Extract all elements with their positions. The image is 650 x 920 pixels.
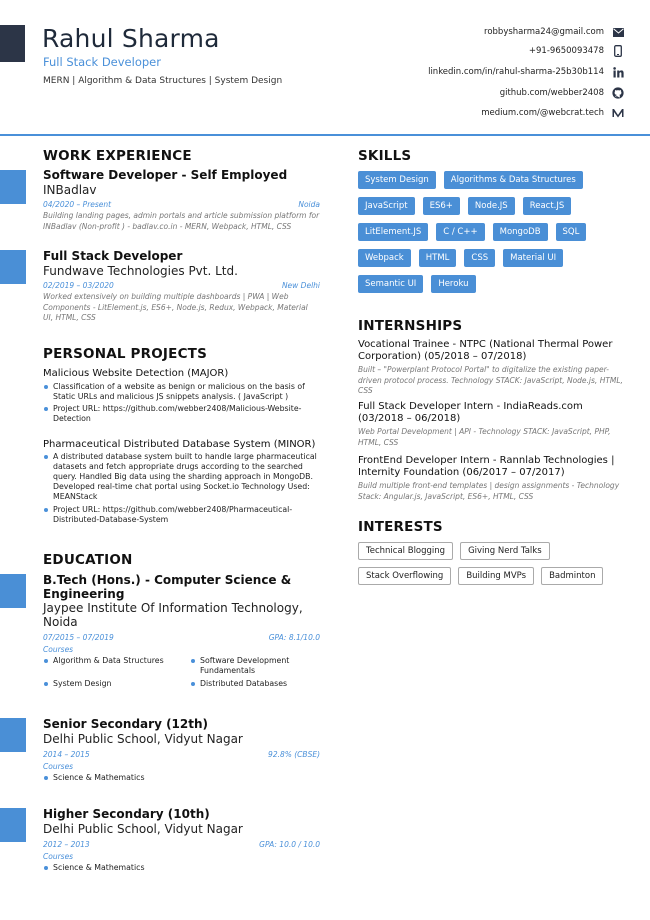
contact-phone[interactable] — [529, 43, 624, 59]
contact-email[interactable] — [484, 24, 624, 40]
education-grade: GPA: 8.1/10.0 — [268, 633, 320, 642]
work-marker-1 — [0, 170, 26, 204]
job-description: Building landing pages, admin portals and article submission platform for INBadlav (Non-profit ) - badlav.co.in - MERN, Webpack, HTML, CSS — [43, 211, 320, 231]
contact-linkedin[interactable] — [428, 64, 624, 80]
courses-label: Courses — [43, 645, 74, 654]
internship-description: Build multiple front-end templates | design assignments - Technology Stack: Angular.js, JavaScript, ES6+, HTML, CSS — [358, 481, 620, 501]
internship-title: Full Stack Developer Intern - IndiaReads.com (03/2018 – 06/2018) — [358, 401, 583, 424]
internship-title: FrontEnd Developer Intern - Rannlab Technologies | Internity Foundation (06/2017 – 07/2017) — [358, 455, 615, 478]
candidate-name: Rahul Sharma — [42, 24, 220, 53]
work-heading: WORK EXPERIENCE — [43, 148, 192, 164]
skills-heading: SKILLS — [358, 148, 412, 164]
contact-phone-text[interactable]: +91-9650093478 — [528, 46, 604, 56]
education-marker-3 — [0, 808, 26, 842]
job-location: New Delhi — [281, 281, 320, 290]
candidate-tagline: MERN | Algorithm & Data Structures | System Design — [43, 76, 283, 86]
candidate-role: Full Stack Developer — [43, 55, 161, 69]
course-item: Science & Mathematics — [43, 863, 320, 873]
school-name: Delhi Public School, Vidyut Nagar — [43, 822, 243, 836]
job-title: Software Developer - Self Employed — [43, 168, 288, 182]
interest-tag: Technical Blogging — [358, 542, 453, 560]
internship-title: Vocational Trainee - NTPC (National Thermal Power Corporation) (05/2018 – 07/2018) — [358, 339, 613, 362]
education-item-2 — [43, 717, 320, 783]
skill-tag: Material UI — [503, 249, 563, 267]
course-item: Algorithm & Data Structures — [43, 656, 190, 666]
education-grade: 92.8% (CBSE) — [268, 750, 320, 759]
skill-tag: SQL — [556, 223, 587, 241]
medium-icon — [612, 107, 624, 119]
interest-tag: Giving Nerd Talks — [460, 542, 550, 560]
skill-tag: System Design — [358, 171, 436, 189]
work-item-1 — [43, 168, 320, 232]
degree-title: Senior Secondary (12th) — [43, 717, 209, 731]
education-dates: 2012 – 2013 — [43, 840, 90, 849]
work-marker-2 — [0, 250, 26, 284]
degree-title: B.Tech (Hons.) - Computer Science & Engineering — [43, 573, 292, 601]
school-name: Jaypee Institute Of Information Technology, Noida — [43, 601, 303, 629]
job-company: INBadlav — [43, 183, 97, 197]
internships-heading: INTERNSHIPS — [358, 318, 463, 334]
skill-tag: CSS — [464, 249, 495, 267]
skill-tag: HTML — [419, 249, 457, 267]
project-url[interactable]: Project URL: https://github.com/webber2408/Malicious-Website-Detection — [43, 404, 320, 424]
education-item-1 — [43, 573, 320, 689]
skills-list — [358, 171, 628, 293]
interests-list — [358, 542, 628, 585]
skill-tag: LitElement.JS — [358, 223, 428, 241]
skill-tag: Algorithms & Data Structures — [444, 171, 583, 189]
courses-label: Courses — [43, 762, 74, 771]
internship-item-3 — [358, 455, 628, 502]
project-item-2 — [43, 439, 320, 525]
skill-tag: Heroku — [431, 275, 475, 293]
project-item-1 — [43, 368, 320, 424]
contact-medium-text[interactable]: medium.com/@webcrat.tech — [481, 108, 604, 118]
course-item: Software Development Fundamentals — [190, 656, 318, 676]
skill-tag: Webpack — [358, 249, 411, 267]
internship-item-1 — [358, 339, 628, 397]
header-divider — [0, 134, 650, 136]
contact-github-text[interactable]: github.com/webber2408 — [499, 88, 604, 98]
internship-item-2 — [358, 401, 628, 448]
interests-heading: INTERESTS — [358, 519, 443, 535]
education-marker-2 — [0, 718, 26, 752]
project-bullet: Classification of a website as benign or malicious on the basis of Static URLs and malicious JS snippets analysis. ( JavaScript ) — [43, 382, 320, 402]
education-dates: 07/2015 – 07/2019 — [43, 633, 114, 642]
education-item-3 — [43, 807, 320, 873]
project-bullet: A distributed database system built to handle large pharmaceutical datasets and fetch appropriate drugs according to the searched query. Handled Big data using the sharding approach in MongoDB. Developed real-time chat portal using Socket.io Technology Used: MEANStack — [43, 452, 320, 502]
job-title: Full Stack Developer — [43, 249, 183, 263]
github-icon — [612, 87, 624, 99]
job-dates: 02/2019 – 03/2020 — [43, 281, 114, 290]
skill-tag: Semantic UI — [358, 275, 423, 293]
project-title: Malicious Website Detection (MAJOR) — [43, 368, 229, 379]
job-description: Worked extensively on building multiple dashboards | PWA | Web Components - LitElement.js, ES6+, Node.js, Redux, Webpack, Material UI, HTML, CSS — [43, 292, 308, 322]
contact-medium[interactable] — [481, 105, 624, 121]
interest-tag: Stack Overflowing — [358, 567, 451, 585]
email-icon — [612, 26, 624, 38]
project-title: Pharmaceutical Distributed Database System (MINOR) — [43, 439, 316, 450]
degree-title: Higher Secondary (10th) — [43, 807, 210, 821]
skill-tag: JavaScript — [358, 197, 415, 215]
contact-github[interactable] — [500, 85, 624, 101]
courses-label: Courses — [43, 852, 74, 861]
internship-description: Web Portal Development | API - Technology STACK: JavaScript, PHP, HTML, CSS — [358, 427, 611, 447]
projects-heading: PERSONAL PROJECTS — [43, 346, 208, 362]
phone-icon — [612, 45, 624, 57]
skill-tag: MongoDB — [493, 223, 548, 241]
contact-email-text[interactable]: robbysharma24@gmail.com — [484, 27, 604, 37]
job-company: Fundwave Technologies Pvt. Ltd. — [43, 264, 238, 278]
education-heading: EDUCATION — [43, 552, 133, 568]
internship-description: Built – "Powerplant Protocol Portal" to digitalize the existing paper-driven protocol process. Technology STACK: JavaScript, Node.js, HTML, CSS — [358, 365, 623, 395]
work-item-2 — [43, 249, 320, 324]
project-url[interactable]: Project URL: https://github.com/webber2408/Pharmaceutical-Distributed-Database-System — [43, 505, 320, 525]
interest-tag: Badminton — [541, 567, 603, 585]
job-dates: 04/2020 – Present — [43, 200, 112, 209]
job-location: Noida — [298, 200, 320, 209]
contact-linkedin-text[interactable]: linkedin.com/in/rahul-sharma-25b30b114 — [428, 67, 604, 77]
skill-tag: C / C++ — [436, 223, 484, 241]
education-dates: 2014 – 2015 — [43, 750, 90, 759]
skill-tag: ES6+ — [423, 197, 460, 215]
education-grade: GPA: 10.0 / 10.0 — [259, 840, 320, 849]
course-item: Distributed Databases — [190, 679, 318, 689]
course-item: Science & Mathematics — [43, 773, 320, 783]
skill-tag: Node.JS — [468, 197, 515, 215]
linkedin-icon — [612, 66, 624, 78]
interest-tag: Building MVPs — [458, 567, 534, 585]
education-marker-1 — [0, 574, 26, 608]
skill-tag: React.JS — [523, 197, 572, 215]
school-name: Delhi Public School, Vidyut Nagar — [43, 732, 243, 746]
header-accent-bar — [0, 25, 25, 62]
course-item: System Design — [43, 679, 190, 689]
